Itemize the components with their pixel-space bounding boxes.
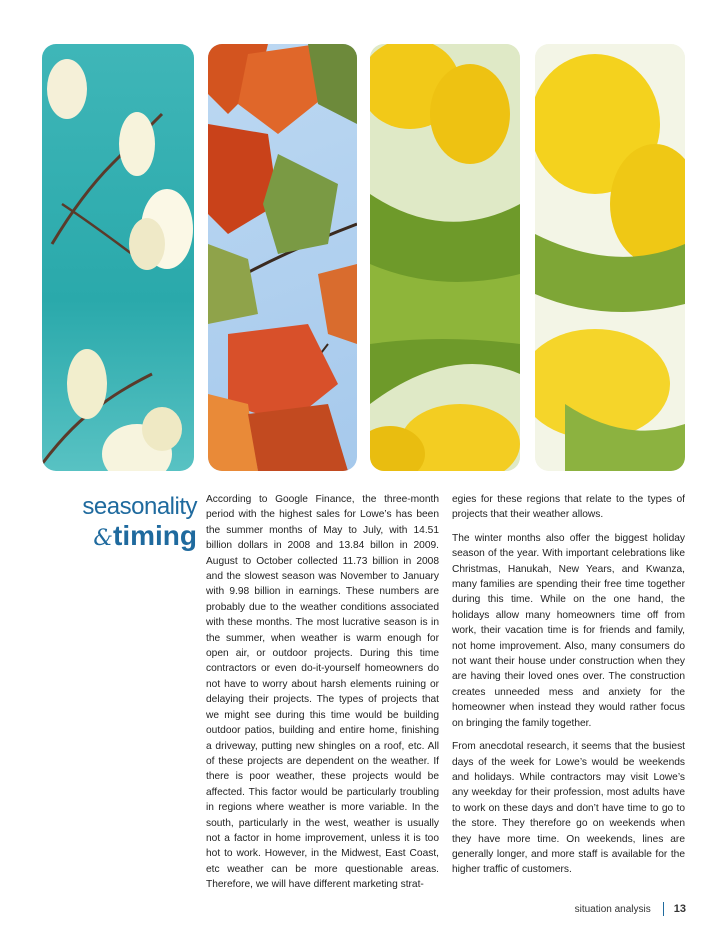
- yellow-tulips-photo-2: [535, 44, 685, 471]
- paragraph: The winter months also offer the biggest holiday season of the year. With important celebrations like Christmas, Hanukah, New Years, and Kwanza, many families are spending their free time together during this time. While on the one hand, the holidays allow many homeowners time off from work, their vacation time is for friends and family, not home improvement. Also, many consumers do not want their house under construction when they are having their loved ones over. The construction creates unneeded mess and anxiety for the homeowner when instead they would rather focus on bringing the family together.: [452, 532, 685, 729]
- section-heading: [63, 493, 197, 554]
- footer-section-label: situation analysis: [574, 903, 651, 915]
- heading-seasonality: seasonality: [82, 493, 197, 520]
- magnolia-blossoms-photo: [42, 44, 194, 471]
- footer-divider: [663, 902, 664, 916]
- page-number: 13: [673, 903, 686, 915]
- autumn-leaves-photo: [208, 44, 357, 471]
- yellow-tulips-photo-1: [370, 44, 520, 471]
- body-column-left: [206, 492, 439, 901]
- page-footer: [575, 902, 686, 916]
- paragraph: egies for these regions that relate to the types of projects that their weather allows.: [452, 494, 685, 521]
- paragraph: According to Google Finance, the three-month period with the highest sales for Lowe’s has been the summer months of May to July, with 14.51 billion dollars in 2008 and 13.84 billon in 2009. August to October collected 11.73 billion in 2008 and the slowest season was November to January with 9.98 billion in earnings. These numbers are probably due to the weather conditions associated with these months. The most lucrative season is in the summer, when weather is warm enough for open air, or outdoor projects. During this time contractors or even do-it-yourself homeowners do not have to worry about harsh elements ruining or delaying their projects. The types of projects that we might see during this time would be building outdoor patios, building and entire home, finishing a driveway, putting new shingles on a roof, etc. All of these projects are dependent on the weather. If there is poor weather, these projects would be affected. This factor would be particularly troubling in regions where weather is more variable. In the south, particularly in the west, weather is usually not a factor in home improvement, unless it is too hot to work. However, in the Midwest, East Coast, etc weather can be more questionable areas. Therefore, we will have different marketing strat-: [206, 494, 439, 891]
- heading-timing: timing: [113, 520, 197, 551]
- heading-timing-line: [63, 521, 197, 554]
- paragraph: From anecdotal research, it seems that the busiest days of the week for Lowe’s would be weekends and holidays. While contractors may visit Lowe’s any weekday for their profession, most adults have to work on these days and don’t have time to go to the store. They therefore go on weekends when they have more time. On weekends, lines are generally longer, and more staff is available for the higher traffic of customers.: [452, 741, 685, 876]
- body-column-right: [452, 492, 685, 886]
- heading-ampersand: &: [93, 526, 113, 551]
